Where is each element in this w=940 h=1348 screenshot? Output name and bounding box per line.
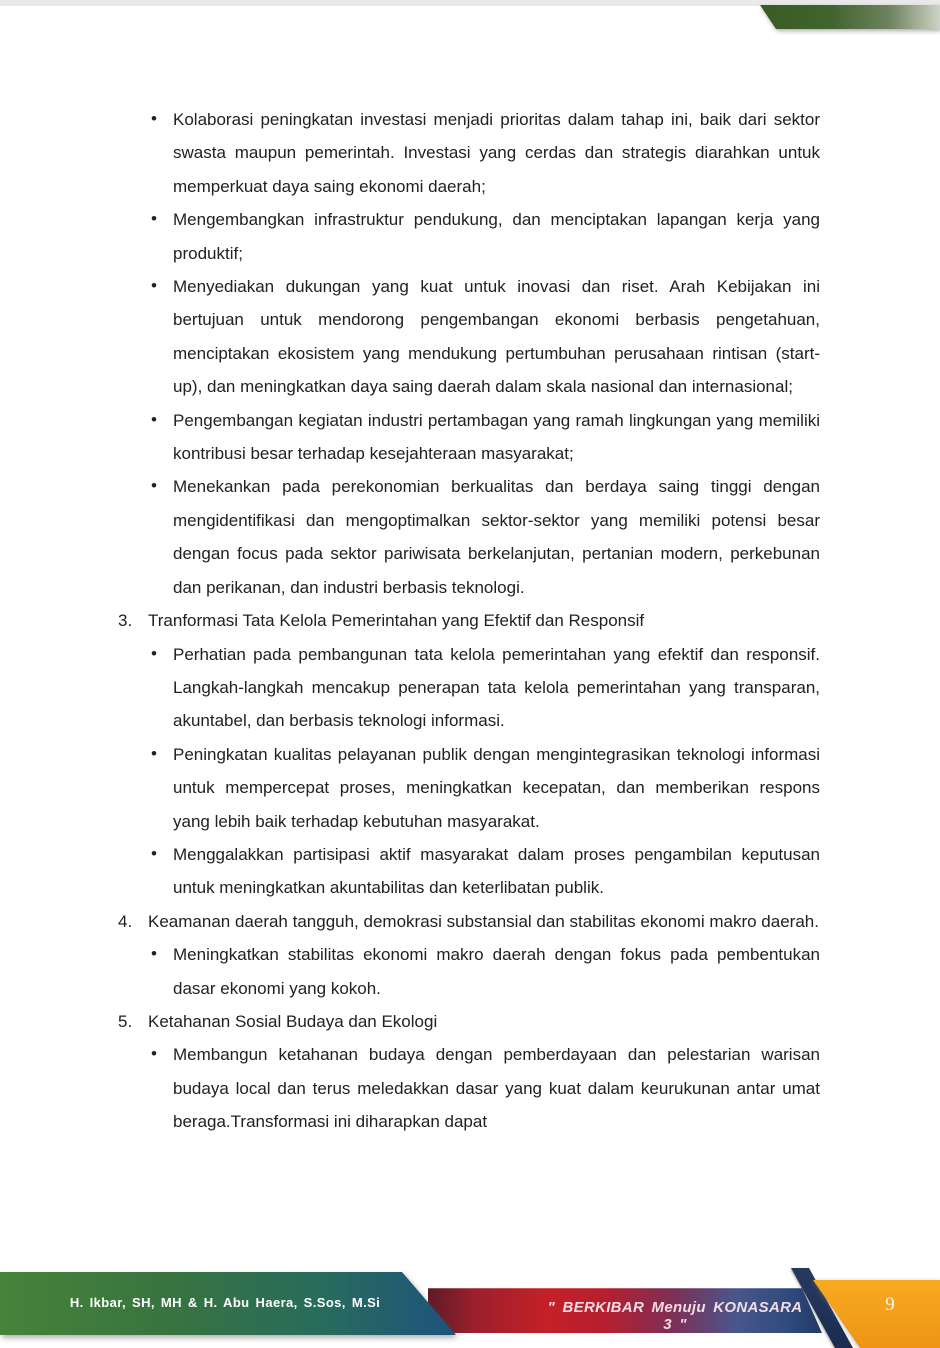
list-item-text: Menggalakkan partisipasi aktif masyarakat dalam proses pengambilan keputusan untuk meningkatkan akuntabilitas dan keterlibatan publik. (173, 844, 820, 898)
list-item (118, 270, 820, 404)
bullet-marker: • (151, 743, 157, 763)
list-item-text: Menyediakan dukungan yang kuat untuk inovasi dan riset. Arah Kebijakan ini bertujuan untuk mendorong pengembangan ekonomi berbasis pengetahuan, menciptakan ekosistem yang mendukung pertumbuhan perusahaan rintisan (start-up), dan meningkatkan daya saing daerah dalam skala nasional dan internasional; (173, 277, 820, 397)
list-item-text: Meningkatkan stabilitas ekonomi makro daerah dengan fokus pada pembentukan dasar ekonomi yang kokoh. (173, 945, 820, 998)
bullet-marker: • (151, 109, 157, 128)
list-item-text: Mengembangkan infrastruktur pendukung, dan menciptakan lapangan kerja yang produktif; (173, 210, 820, 263)
list-item (118, 1038, 820, 1138)
list-item-text: Membangun ketahanan budaya dengan pemberdayaan dan pelestarian warisan budaya local dan terus meledakkan dasar yang kuat dalam keurukunan antar umat beraga.Transformasi ini diharapkan dapat (173, 1045, 820, 1132)
body-text (118, 103, 820, 1139)
numbered-item (118, 905, 820, 938)
list-item-text: Peningkatan kualitas pelayanan publik dengan mengintegrasikan teknologi informasi untuk mempercepat proses, meningkatkan kecepatan, dan memberikan respons yang lebih baik terhadap kebutuhan masyarakat. (173, 744, 820, 831)
list-item-text: Menekankan pada perekonomian berkualitas dan berdaya saing tinggi dengan mengidentifikasi dan mengoptimalkan sektor-sektor yang memiliki potensi besar dengan focus pada sektor pariwisata berkelanjutan, pertanian modern, perkebunan dan perikanan, dan industri berbasis teknologi. (173, 477, 820, 597)
list-item-text: Kolaborasi peningkatan investasi menjadi prioritas dalam tahap ini, baik dari sektor swasta maupun pemerintah. Investasi yang cerdas dan strategis diarahkan untuk memperkuat daya saing ekonomi daerah; (173, 110, 820, 196)
footer-slogan: " BERKIBAR Menuju KONASARA 3 " (547, 1299, 803, 1333)
numbered-item-text: Ketahanan Sosial Budaya dan Ekologi (148, 1011, 438, 1031)
bullet-marker: • (151, 276, 157, 296)
header-banner-wrap (760, 5, 940, 29)
header-green-banner (760, 5, 940, 29)
list-item (118, 738, 820, 838)
item-number: 3. (118, 611, 133, 631)
list-item (118, 404, 820, 471)
list-item-text: Pengembangan kegiatan industri pertambagan yang ramah lingkungan yang memiliki kontribusi besar terhadap kesejahteraan masyarakat; (173, 410, 820, 464)
bullet-marker: • (151, 476, 157, 496)
bullet-marker: • (151, 843, 157, 863)
list-item (118, 103, 820, 203)
list-item (118, 838, 820, 905)
list-item (118, 638, 820, 738)
list-item (118, 470, 820, 604)
footer-authors: H. Ikbar, SH, MH & H. Abu Haera, S.Sos, M.Si (69, 1295, 381, 1310)
item-number: 5. (118, 1011, 133, 1031)
bullet-marker: • (151, 409, 157, 429)
list-item (118, 203, 820, 270)
bullet-marker: • (151, 944, 157, 964)
numbered-item (118, 604, 820, 637)
item-number: 4. (118, 911, 133, 931)
bullet-marker: • (151, 1044, 157, 1064)
list-item (118, 938, 820, 1005)
bullet-marker: • (151, 209, 157, 229)
numbered-item (118, 1005, 820, 1038)
page-number: 9 (885, 1294, 895, 1315)
list-item-text: Perhatian pada pembangunan tata kelola pemerintahan yang efektif dan responsif. Langkah-langkah mencakup penerapan tata kelola pemerintahan yang transparan, akuntabel, dan berbasis teknologi informasi. (173, 644, 820, 731)
numbered-item-text: Keamanan daerah tangguh, demokrasi substansial dan stabilitas ekonomi makro daerah. (148, 911, 819, 931)
bullet-marker: • (151, 643, 157, 663)
numbered-item-text: Tranformasi Tata Kelola Pemerintahan yang Efektif dan Responsif (148, 611, 645, 631)
